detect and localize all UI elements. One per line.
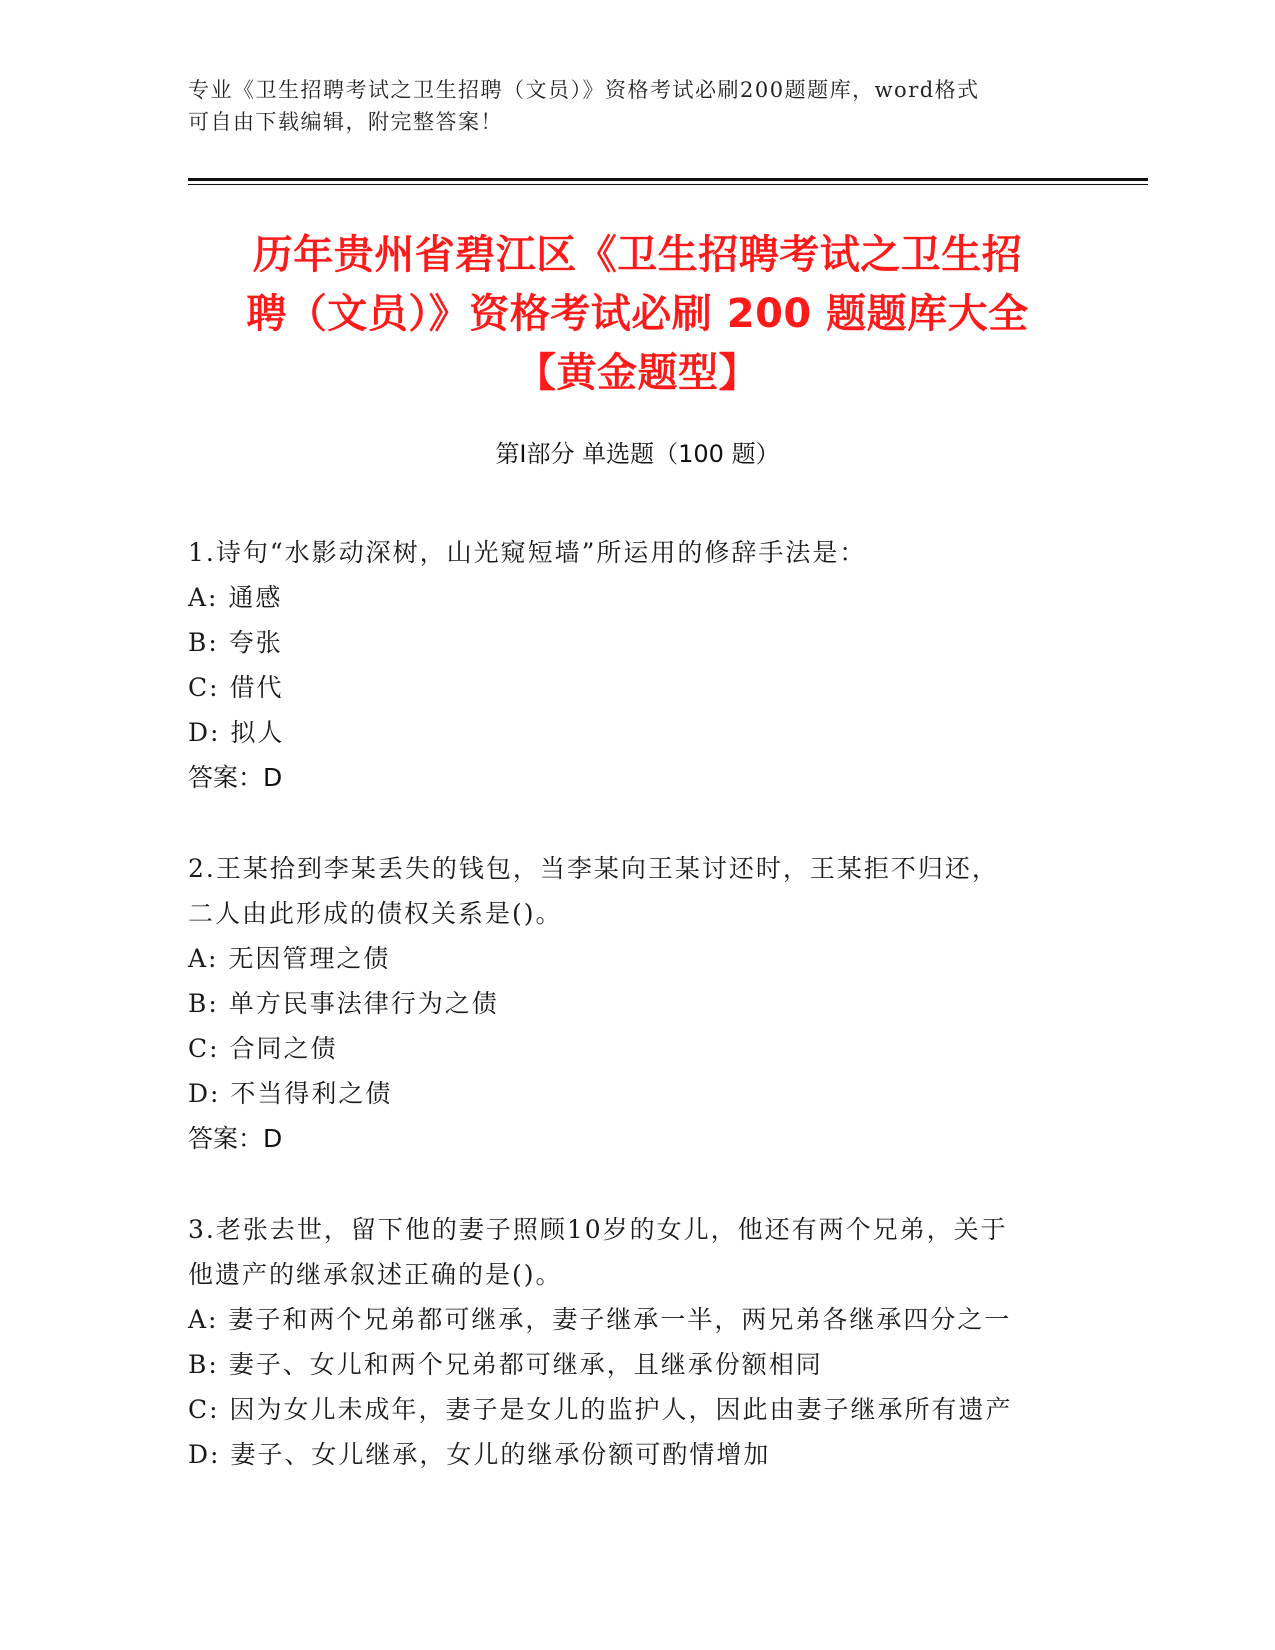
header-divider-thin [188,184,1148,185]
question-item [188,530,1088,800]
header-note-line: 可自由下载编辑，附完整答案！ [188,110,503,134]
question-stem: 1.诗句“水影动深树，山光窥短墙”所运用的修辞手法是： [188,538,867,567]
title-line: 历年贵州省碧江区《卫生招聘考试之卫生招 [252,232,1023,278]
option-a: A: 通感 [188,583,283,612]
header-divider-thick [188,178,1148,181]
question-stem: 3.老张去世，留下他的妻子照顾10岁的女儿，他还有两个兄弟，关于 [188,1215,1008,1244]
question-item [188,846,1088,1161]
option-d: D: 不当得利之债 [188,1079,393,1108]
answer-line: 答案：D [188,763,283,792]
answer-line: 答案：D [188,1124,283,1153]
title-line: 聘（文员）》资格考试必刷 200 题题库大全 [246,291,1029,337]
title-line: 【黄金题型】 [516,350,759,396]
option-b: B: 单方民事法律行为之债 [188,989,499,1018]
header-note-line: 专业《卫生招聘考试之卫生招聘（文员）》资格考试必刷200题题库，word格式 [188,78,980,102]
option-c: C: 借代 [188,673,284,702]
question-item [188,1207,1088,1477]
option-c: C: 因为女儿未成年，妻子是女儿的监护人，因此由妻子继承所有遗产 [188,1395,1013,1424]
option-d: D: 妻子、女儿继承，女儿的继承份额可酌情增加 [188,1440,771,1469]
section-heading: 第Ⅰ部分 单选题（100 题） [495,440,780,468]
option-b: B: 夸张 [188,628,283,657]
question-stem: 2.王某拾到李某丢失的钱包，当李某向王某讨还时，王某拒不归还， [188,854,999,883]
document-title [150,226,1125,403]
question-stem-continued: 他遗产的继承叙述正确的是()。 [188,1260,563,1289]
header-note [188,74,1068,138]
option-a: A: 妻子和两个兄弟都可继承，妻子继承一半，两兄弟各继承四分之一 [188,1305,1012,1334]
option-b: B: 妻子、女儿和两个兄弟都可继承，且继承份额相同 [188,1350,823,1379]
question-stem-continued: 二人由此形成的债权关系是()。 [188,899,563,928]
option-c: C: 合同之债 [188,1034,338,1063]
option-d: D: 拟人 [188,718,285,747]
question-list [188,530,1088,1523]
option-a: A: 无因管理之债 [188,944,391,973]
